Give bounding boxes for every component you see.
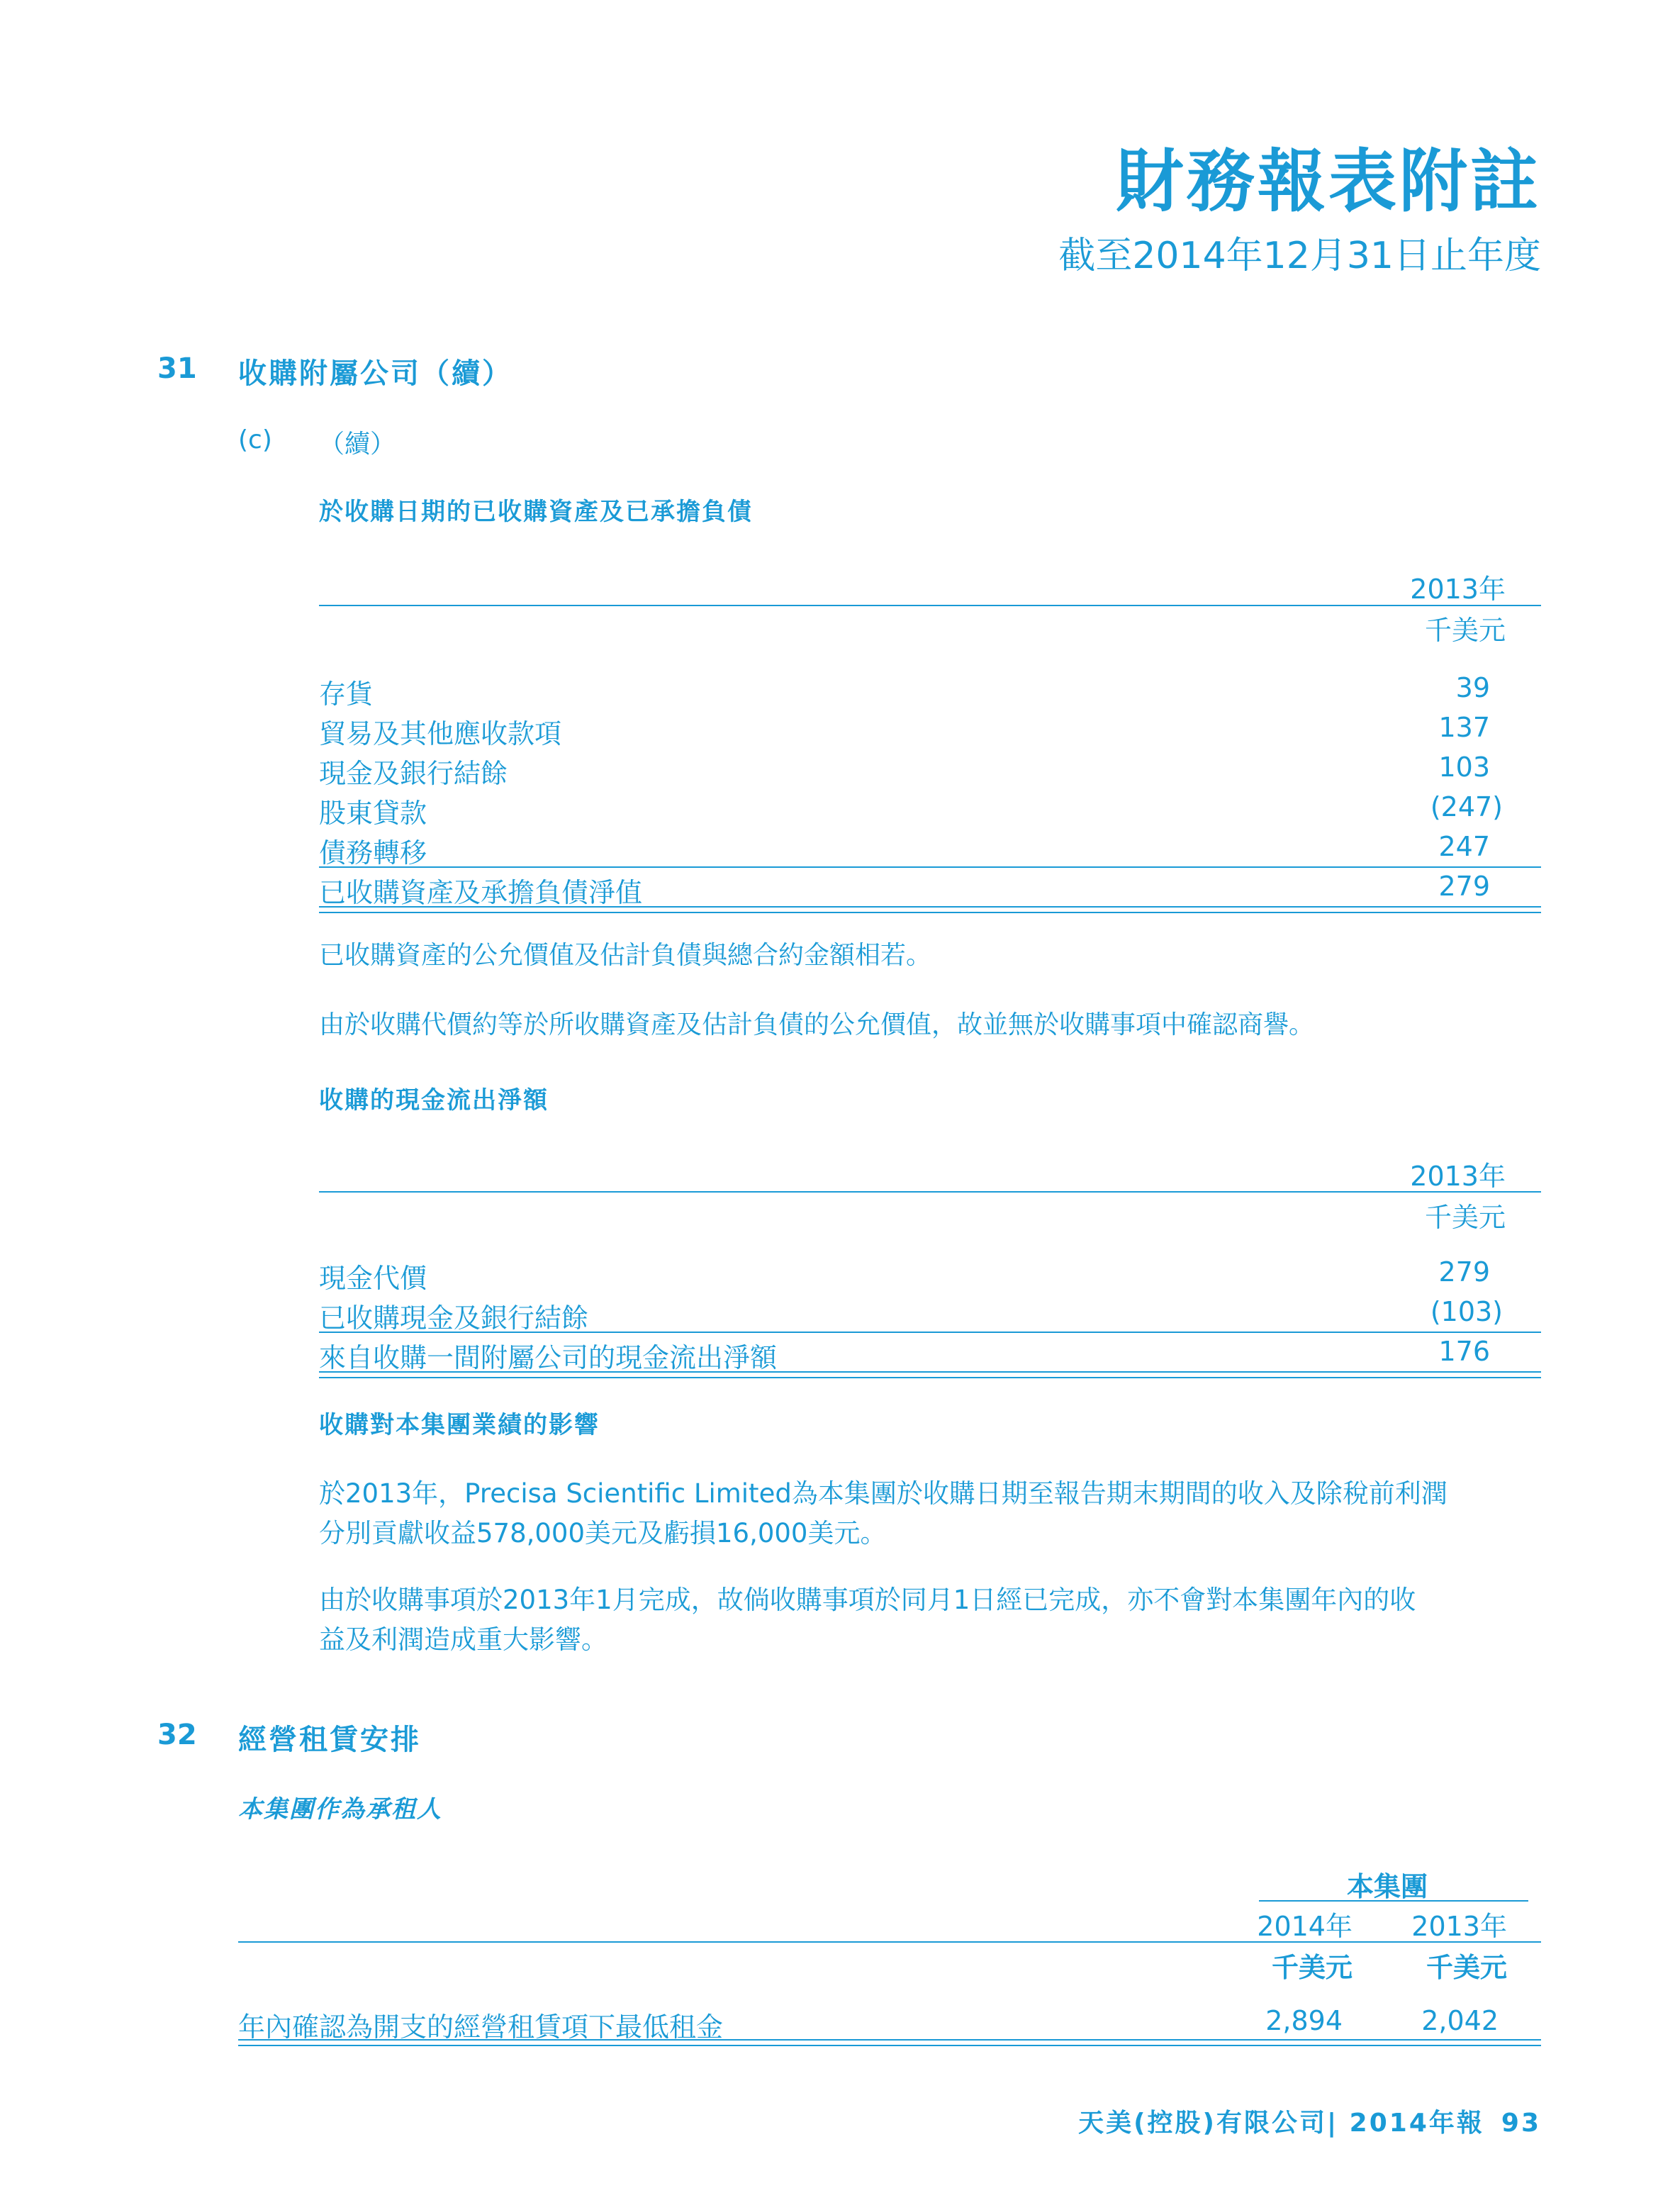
lease-double-rule: [238, 2039, 1541, 2046]
table-row: 債務轉移: [319, 837, 427, 869]
table-total-row: 已收購資產及承擔負債淨值: [319, 877, 643, 908]
cash-header-rule: [319, 1191, 1541, 1193]
assets-year-header: 2013年: [1410, 574, 1506, 605]
table-row: 貿易及其他應收款項: [319, 718, 562, 749]
assets-unit-header: 千美元: [1424, 615, 1506, 646]
lessee-heading: 本集團作為承租人: [238, 1795, 442, 1824]
cash-heading: 收購的現金流出淨額: [319, 1086, 549, 1115]
cash-double-rule: [319, 1371, 1541, 1378]
section-32-title: 經營租賃安排: [238, 1724, 421, 1756]
cash-year-header: 2013年: [1410, 1161, 1506, 1192]
subsection-c-label: (c): [238, 425, 272, 454]
table-total-value: 279: [1438, 871, 1490, 902]
year-2013-header: 2013年: [1411, 1911, 1507, 1942]
page-number: 93: [1501, 2109, 1541, 2138]
year-2014-header: 2014年: [1257, 1911, 1353, 1942]
paragraph: 由於收購代價約等於所收購資產及估計負債的公允價值，故並無於收購事項中確認商譽。: [319, 1010, 1315, 1039]
table-row: 年內確認為開支的經營租賃項下最低租金: [238, 2011, 724, 2043]
assets-heading: 於收購日期的已收購資產及已承擔負債: [319, 498, 753, 526]
section-31-title: 收購附屬公司（續）: [238, 357, 513, 390]
group-header: 本集團: [1346, 1871, 1428, 1902]
unit-2013-header: 千美元: [1426, 1952, 1507, 1983]
assets-header-rule: [319, 605, 1541, 606]
table-total-value: 176: [1438, 1336, 1490, 1367]
table-row: 已收購現金及銀行結餘: [319, 1302, 589, 1334]
table-cell-value: 103: [1438, 752, 1490, 783]
paragraph-line: 益及利潤造成重大影響。: [319, 1624, 607, 1655]
impact-heading: 收購對本集團業績的影響: [319, 1411, 600, 1439]
page-subtitle: 截至2014年12月31日止年度: [1058, 235, 1541, 277]
page-footer: [1078, 2103, 1541, 2139]
table-cell-value: 39: [1455, 672, 1490, 703]
table-cell-value: 247: [1438, 831, 1490, 862]
table-row: 現金及銀行結餘: [319, 758, 508, 789]
table-row: 現金代價: [319, 1263, 427, 1294]
table-total-row: 來自收購一間附屬公司的現金流出淨額: [319, 1342, 778, 1373]
cash-total-rule: [319, 1332, 1541, 1333]
table-row: 股東貸款: [319, 798, 427, 829]
lease-header-rule: [238, 1941, 1541, 1943]
section-32-number: 32: [157, 1719, 197, 1751]
table-cell-value: 137: [1438, 712, 1490, 743]
assets-total-rule: [319, 866, 1541, 868]
table-cell-value: (103): [1430, 1296, 1503, 1327]
paragraph-line: 於2013年，Precisa Scientific Limited為本集團於收購日期至報告期末期間的收入及除稅前利潤: [319, 1478, 1447, 1509]
page-title: 財務報表附註: [1116, 142, 1541, 221]
footer-company: 天美(控股)有限公司| 2014年報: [1078, 2109, 1484, 2138]
table-cell-value: 279: [1438, 1256, 1490, 1288]
paragraph: 已收購資產的公允價值及估計負債與總合約金額相若。: [319, 941, 932, 970]
subsection-c-title: （續）: [319, 430, 396, 459]
table-cell-value: (247): [1430, 791, 1503, 822]
group-header-rule: [1259, 1900, 1528, 1902]
assets-double-rule: [319, 906, 1541, 913]
table-row: 存貨: [319, 679, 374, 710]
cash-unit-header: 千美元: [1424, 1202, 1506, 1233]
table-cell-value-2014: 2,894: [1265, 2005, 1343, 2036]
paragraph-line: 由於收購事項於2013年1月完成，故倘收購事項於同月1日經已完成，亦不會對本集團年內的收: [319, 1585, 1416, 1615]
table-cell-value-2013: 2,042: [1421, 2005, 1499, 2036]
paragraph-line: 分別貢獻收益578,000美元及虧損16,000美元。: [319, 1518, 887, 1548]
unit-2014-header: 千美元: [1271, 1952, 1353, 1983]
section-31-number: 31: [157, 352, 197, 385]
